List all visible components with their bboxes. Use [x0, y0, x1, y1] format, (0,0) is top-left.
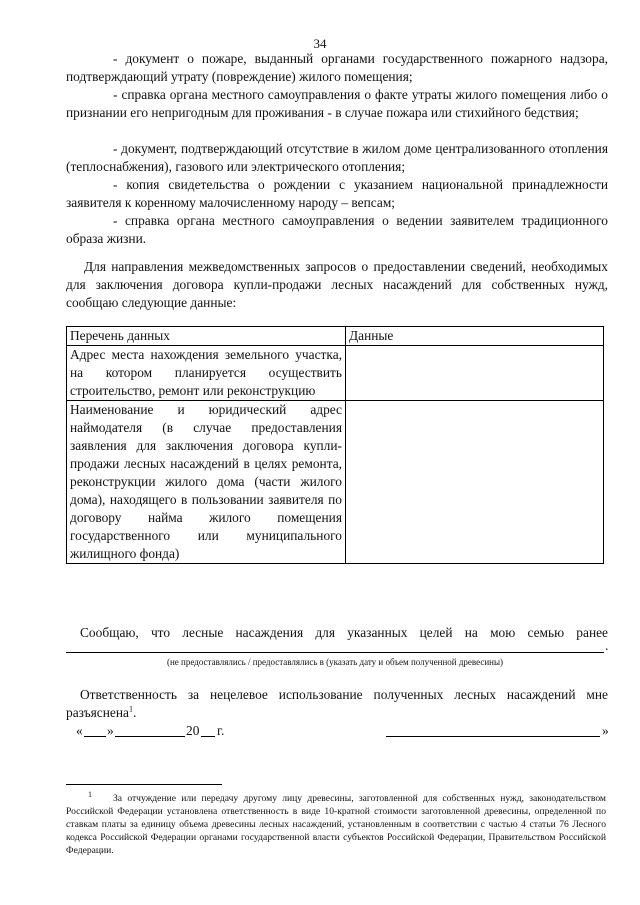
row-label-landlord: Наименование и юридический адрес наймодателя (в случае предоставления заявления для заключения договора купли-продажи лесных насаждений в целях ремонта, реконструкции жилого дома (части жилого дома), находящего в пользовании заявителя по договору найма жилого помещения государственного или муниципального жилищного фонда)	[67, 401, 346, 564]
date-close-quote: »	[107, 723, 114, 738]
row-label-address: Адрес места нахождения земельного участка, на котором планируется осуществить строительство, ремонт или реконструкцию	[67, 346, 346, 401]
report-fill-line[interactable]	[66, 652, 604, 653]
date-open-quote: «	[76, 723, 83, 738]
date-day-line[interactable]	[84, 736, 106, 737]
responsibility-text: Ответственность за нецелевое использование полученных лесных насаждений мне разъяснена	[66, 687, 608, 720]
date-month-line[interactable]	[115, 736, 185, 737]
signature-line[interactable]	[386, 736, 600, 737]
date-year-prefix: 20	[186, 723, 200, 738]
footnote-separator	[66, 784, 222, 785]
footnote-ref: 1	[128, 704, 133, 714]
page-number: 34	[313, 36, 327, 51]
report-dot: .	[605, 638, 609, 653]
document-item-loss-certificate: - справка органа местного самоуправления о факте утраты жилого помещения либо о признании его непригодным для проживания - в случае пожара или стихийного бедствия;	[66, 87, 608, 120]
signature-close-quote: »	[602, 723, 609, 738]
footnote	[66, 789, 606, 857]
table-header-list: Перечень данных	[67, 327, 346, 346]
data-table	[66, 326, 604, 564]
document-item-traditional-life: - справка органа местного самоуправления о ведении заявителем традиционного образа жизни.	[66, 213, 608, 246]
document-item-fire: - документ о пожаре, выданный органами государственного пожарного надзора, подтверждающий утрату (повреждение) жилого помещения;	[66, 51, 608, 84]
row-value-address[interactable]	[346, 346, 604, 401]
document-item-birth-certificate: - копия свидетельства о рождении с указанием национальной принадлежности заявителя к коренному малочисленному народу – вепсам;	[66, 177, 608, 210]
row-value-landlord[interactable]	[346, 401, 604, 564]
document-item-heating: - документ, подтверждающий отсутствие в жилом доме централизованного отопления (теплоснабжения), газового или электрического отопления;	[66, 141, 608, 174]
report-paragraph: Сообщаю, что лесные насаждения для указанных целей на мою семью ранее	[80, 625, 608, 640]
table-row	[67, 401, 604, 564]
footnote-number: 1	[88, 789, 92, 799]
report-hint: (не предоставлялись / предоставлялись в (указать дату и объем полученной древесины)	[166, 657, 504, 667]
footnote-text: За отчуждение или передачу другому лицу древесины, заготовленной для собственных нужд, законодательством Российской Федерации установлена ответственность в виде 10-кратной стоимости заготовленной древесины, определенной по ставкам платы за единицу объема древесины лесных насаждений, установленным в соответствии с частью 4 статьи 76 Лесного кодекса Российской Федерации органами государственной власти субъектов Российской Федерации, Правительством Российской Федерации.	[66, 793, 606, 856]
date-year-line[interactable]	[201, 736, 215, 737]
table-header-row	[67, 327, 604, 346]
date-year-suffix: г.	[217, 723, 225, 738]
table-header-data: Данные	[346, 327, 604, 346]
responsibility-paragraph: Ответственность за нецелевое использование полученных лесных насаждений мне разъяснена$^1$.	[66, 687, 608, 720]
table-row	[67, 346, 604, 401]
intro-paragraph: Для направления межведомственных запросов о предоставлении сведений, необходимых для заключения договора купли-продажи лесных насаждений для собственных нужд, сообщаю следующие данные:	[66, 259, 608, 310]
